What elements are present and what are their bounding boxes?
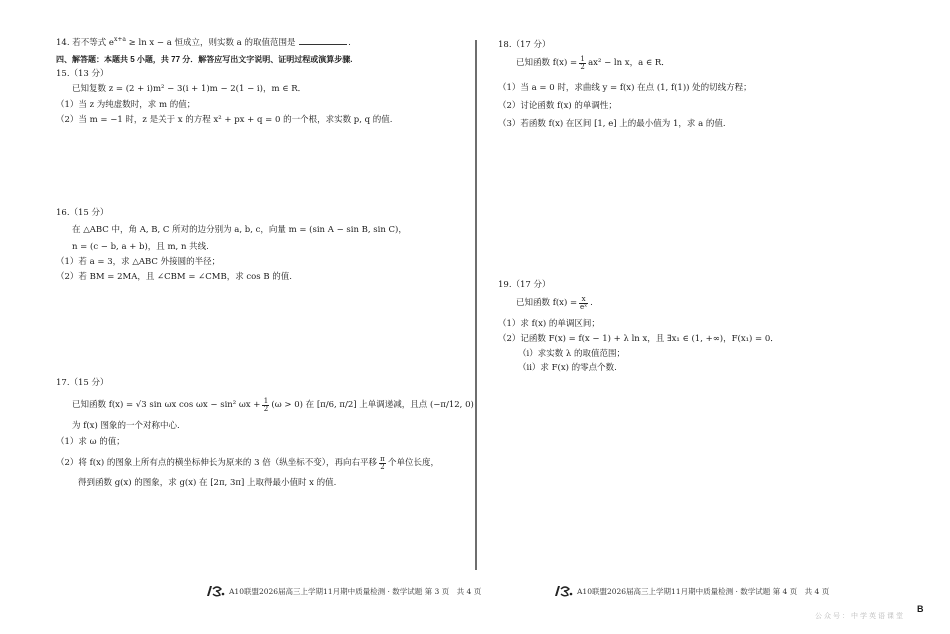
column-divider: [475, 40, 477, 570]
q17-part2: （2）将 f(x) 的图象上所有点的横坐标伸长为原来的 3 倍（纵坐标不变），再向右平移 π 2 个单位长度，: [56, 455, 439, 471]
watermark: 公众号：中学英语课堂: [815, 612, 905, 620]
q19-header: 19.（17 分）: [498, 280, 551, 290]
fraction: $\frac{1}{2}$: [580, 55, 585, 71]
answer-blank: [299, 36, 347, 45]
q16-given-1: 在 △ABC 中，角 A, B, C 所对的边分别为 a, b, c，向量 m = (sin A − sin B, sin C)，: [72, 225, 407, 235]
q17-header: 17.（15 分）: [56, 378, 109, 388]
q15-part1: （1）当 z 为纯虚数时，求 m 的值；: [56, 100, 196, 110]
fraction: π 2: [380, 455, 385, 471]
page-footer-right: A10联盟2026届高三上学期11月期中质量检测 · 数学试题 第 4 页 共 4 页: [552, 584, 829, 598]
q16-part2: （2）若 BM = 2MA，且 ∠CBM = ∠CMB，求 cos B 的值.: [56, 272, 293, 282]
logo-icon: [204, 584, 226, 598]
section-heading: 四、解答题：本题共 5 小题，共 77 分．解答应写出文字说明、证明过程或演算步骤.: [56, 55, 353, 64]
q19-part1: （1）求 f(x) 的单调区间；: [498, 319, 600, 329]
q15-part2: （2）当 m = −1 时，z 是关于 x 的方程 x² + px + q = 0 的一个根，求实数 p, q 的值.: [56, 115, 393, 125]
corner-mark: B: [917, 604, 924, 614]
q19-part2-i: （i）求实数 λ 的取值范围；: [518, 349, 626, 359]
fraction: $\frac{1}{2}$: [263, 397, 269, 413]
q17-given-1: 已知函数 f(x) = √3 sin ωx cos ωx − sin² ωx + $\frac{1}{2}$ (ω > 0) 在 [π/6, π/2] 上单调递减，且点 (−π/12, 0): [72, 397, 474, 413]
q18-part2: （2）讨论函数 f(x) 的单调性；: [498, 101, 617, 111]
q19-given: 已知函数 f(x) = $\frac{x}{\text{eˣ}}$ .: [516, 295, 593, 311]
q18-given: 已知函数 f(x) = $\frac{1}{2}$ ax² − ln x，a ∈ R．: [516, 55, 670, 71]
page-footer-left: A10联盟2026届高三上学期11月期中质量检测 · 数学试题 第 3 页 共 4 页: [204, 584, 481, 598]
q17-given-2: 为 f(x) 图象的一个对称中心.: [72, 421, 180, 431]
q15-header: 15.（13 分）: [56, 69, 109, 79]
q18-part1: （1）当 a = 0 时，求曲线 y = f(x) 在点 (1, f(1)) 处的切线方程；: [498, 83, 752, 93]
q16-part1: （1）若 a = 3，求 △ABC 外接圆的半径；: [56, 257, 221, 267]
q15-given: 已知复数 z = (2 + i)m² − 3(i + 1)m − 2(1 − i)，m ∈ R．: [72, 84, 307, 94]
q16-header: 16.（15 分）: [56, 208, 109, 218]
q17-part1: （1）求 ω 的值；: [56, 437, 125, 447]
right-page: [478, 0, 950, 634]
question-14: 14. 若不等式 $e^{x+a} \ge \ln x - a$ 恒成立，则实数 a 的取值范围是 .: [56, 36, 351, 48]
q18-part3: （3）若函数 f(x) 在区间 [1, e] 上的最小值为 1，求 a 的值.: [498, 119, 726, 129]
fraction: $\frac{x}{\text{eˣ}}$: [580, 295, 588, 311]
q19-part2-ii: （ii）求 F(x) 的零点个数.: [518, 363, 617, 373]
logo-icon: [552, 584, 574, 598]
q19-part2: （2）记函数 F(x) = f(x − 1) + λ ln x，且 ∃x₁ ∈ (1, +∞)，F(x₁) = 0．: [498, 334, 779, 344]
q16-given-2: n = (c − b, a + b)，且 m, n 共线.: [72, 242, 209, 252]
q17-part2-cont: 得到函数 g(x) 的图象，求 g(x) 在 [2π, 3π] 上取得最小值时 x 的值.: [78, 478, 337, 488]
q18-header: 18.（17 分）: [498, 40, 551, 50]
